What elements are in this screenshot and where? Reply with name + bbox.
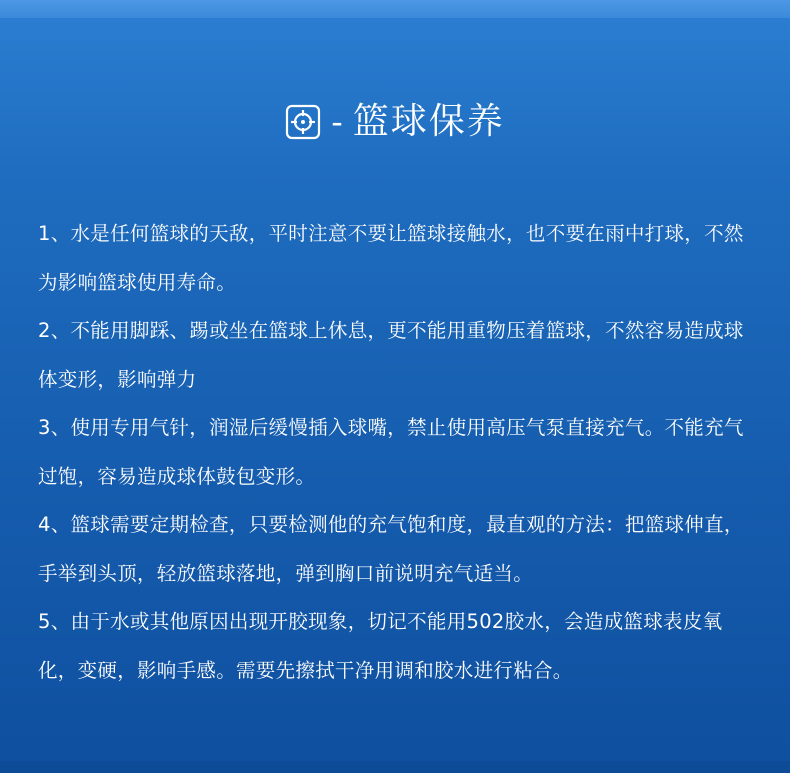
top-strip: [0, 0, 790, 18]
title-dash: -: [331, 103, 343, 141]
section-header: [0, 92, 790, 152]
care-tip-2: 2、不能用脚踩、踢或坐在篮球上休息，更不能用重物压着篮球，不然容易造成球体变形，影响弹力: [38, 319, 744, 391]
bottom-strip: [0, 761, 790, 773]
care-tip-5: 5、由于水或其他原因出现开胶现象，切记不能用502胶水，会造成篮球表皮氧化，变硬，影响手感。需要先擦拭干净用调和胶水进行粘合。: [38, 610, 723, 682]
crosshair-square-icon: [285, 104, 321, 140]
care-tips-list: [38, 210, 758, 695]
care-tip-3: 3、使用专用气针，润湿后缓慢插入球嘴，禁止使用高压气泵直接充气。不能充气过饱，容易造成球体鼓包变形。: [38, 416, 744, 488]
care-tip-4: 4、篮球需要定期检查，只要检测他的充气饱和度，最直观的方法：把篮球伸直，手举到头顶，轻放篮球落地，弹到胸口前说明充气适当。: [38, 513, 744, 585]
page-title: 篮球保养: [352, 101, 505, 142]
care-tip-1: 1、水是任何篮球的天敌，平时注意不要让篮球接触水，也不要在雨中打球，不然为影响篮球使用寿命。: [38, 222, 744, 294]
